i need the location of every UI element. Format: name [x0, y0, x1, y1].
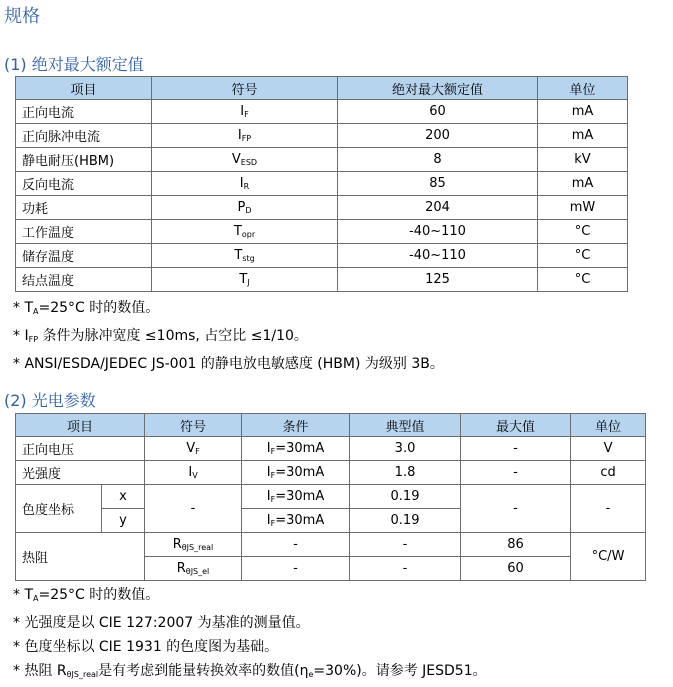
note: * $T_A=25^\circ C$ 时的数值。 [13, 587, 160, 603]
cell-item: 静电耐压(HBM) [16, 148, 152, 172]
cell-coord-x: x [102, 485, 145, 509]
header-symbol: 符号 [145, 414, 242, 437]
note: * 热阻 $R_{\theta JS\_real}$是有考虑到能量转换效率的数值$(\eta_e=30\%)$。请参考 JESD51。 [13, 663, 487, 679]
header-item: 项目 [16, 77, 152, 100]
cell-condition: $I_F=30mA$ [242, 485, 350, 509]
section-heading-optical: (2) 光电参数 [4, 391, 96, 410]
table-row [16, 100, 628, 124]
cell-typical: 0.19 [350, 509, 461, 533]
note: * $I_{FP}$ 条件为脉冲宽度 ≤10ms, 占空比 ≤1/10。 [13, 328, 308, 344]
cell-condition: - [242, 557, 350, 581]
header-max: 最大值 [461, 414, 571, 437]
header-condition: 条件 [242, 414, 350, 437]
cell-condition: - [242, 533, 350, 557]
table-row [16, 244, 628, 268]
cell-typical: 3.0 [350, 437, 461, 461]
optical-notes [13, 583, 487, 687]
note: * ANSI/ESDA/JEDEC JS-001 的静电放电敏感度 (HBM) 为级别 3B。 [13, 356, 444, 372]
cell-value: 60 [338, 100, 538, 124]
header-unit: 单位 [538, 77, 628, 100]
cell-item: 色度坐标 [16, 485, 102, 533]
cell-symbol: $T_{stg}$ [152, 244, 338, 268]
cell-max: - [461, 485, 571, 533]
cell-item: 热阻 [16, 533, 145, 581]
cell-unit: - [571, 485, 646, 533]
header-symbol: 符号 [152, 77, 338, 100]
table-row [16, 196, 628, 220]
cell-symbol: - [145, 485, 242, 533]
header-unit: 单位 [571, 414, 646, 437]
cell-item: 正向电流 [16, 100, 152, 124]
cell-symbol: $R_{\theta JS\_el}$ [145, 557, 242, 581]
table-row [16, 268, 628, 292]
cell-unit: V [571, 437, 646, 461]
cell-typical: 0.19 [350, 485, 461, 509]
cell-unit: mA [538, 100, 628, 124]
cell-item: 功耗 [16, 196, 152, 220]
cell-value: 85 [338, 172, 538, 196]
table-row [16, 124, 628, 148]
cell-coord-y: y [102, 509, 145, 533]
cell-symbol: $T_J$ [152, 268, 338, 292]
note: * 光强度是以 CIE 127:2007 为基准的测量值。 [13, 615, 310, 631]
cell-condition: $I_F=30mA$ [242, 509, 350, 533]
page-title: 规格 [4, 6, 40, 27]
cell-symbol: $I_{FP}$ [152, 124, 338, 148]
cell-unit: mA [538, 124, 628, 148]
cell-item: 结点温度 [16, 268, 152, 292]
note: * $T_A=25^\circ C$ 时的数值。 [13, 300, 160, 316]
absolute-max-body [16, 100, 628, 292]
cell-symbol: $V_F$ [145, 437, 242, 461]
cell-max: 60 [461, 557, 571, 581]
cell-typical: - [350, 557, 461, 581]
cell-symbol: $R_{\theta JS\_real}$ [145, 533, 242, 557]
cell-symbol: $I_R$ [152, 172, 338, 196]
cell-max: - [461, 461, 571, 485]
table-row [16, 220, 628, 244]
absolute-max-table [15, 76, 628, 292]
cell-value: 200 [338, 124, 538, 148]
cell-unit: °C [538, 268, 628, 292]
cell-condition: $I_F=30mA$ [242, 461, 350, 485]
cell-max: - [461, 437, 571, 461]
header-typical: 典型值 [350, 414, 461, 437]
cell-typical: 1.8 [350, 461, 461, 485]
cell-symbol: $I_V$ [145, 461, 242, 485]
table-row [16, 461, 646, 485]
cell-value: -40~110 [338, 220, 538, 244]
cell-value: 125 [338, 268, 538, 292]
table-row [16, 172, 628, 196]
cell-typical: - [350, 533, 461, 557]
cell-condition: $I_F=30mA$ [242, 437, 350, 461]
table-row [16, 485, 646, 509]
table-row [16, 533, 646, 557]
cell-item: 工作温度 [16, 220, 152, 244]
cell-item: 反向电流 [16, 172, 152, 196]
cell-max: 86 [461, 533, 571, 557]
section-heading-absolute-max: (1) 绝对最大额定值 [4, 55, 144, 74]
cell-symbol: $I_F$ [152, 100, 338, 124]
table-header-row [16, 77, 628, 100]
cell-item: 正向电压 [16, 437, 145, 461]
cell-item: 储存温度 [16, 244, 152, 268]
cell-unit: °C [538, 244, 628, 268]
optical-table [15, 413, 646, 581]
table-header-row [16, 414, 646, 437]
cell-symbol: $P_D$ [152, 196, 338, 220]
header-item: 项目 [16, 414, 145, 437]
cell-symbol: $V_{ESD}$ [152, 148, 338, 172]
cell-unit: °C/W [571, 533, 646, 581]
cell-unit: kV [538, 148, 628, 172]
table-row [16, 437, 646, 461]
table-row [16, 148, 628, 172]
cell-unit: mW [538, 196, 628, 220]
cell-item: 正向脉冲电流 [16, 124, 152, 148]
cell-value: 8 [338, 148, 538, 172]
absolute-max-notes [13, 296, 444, 376]
cell-unit: cd [571, 461, 646, 485]
cell-unit: mA [538, 172, 628, 196]
header-rating: 绝对最大额定值 [338, 77, 538, 100]
cell-symbol: $T_{opr}$ [152, 220, 338, 244]
cell-value: -40~110 [338, 244, 538, 268]
cell-unit: °C [538, 220, 628, 244]
note: * 色度坐标以 CIE 1931 的色度图为基础。 [13, 639, 279, 655]
cell-value: 204 [338, 196, 538, 220]
cell-item: 光强度 [16, 461, 145, 485]
